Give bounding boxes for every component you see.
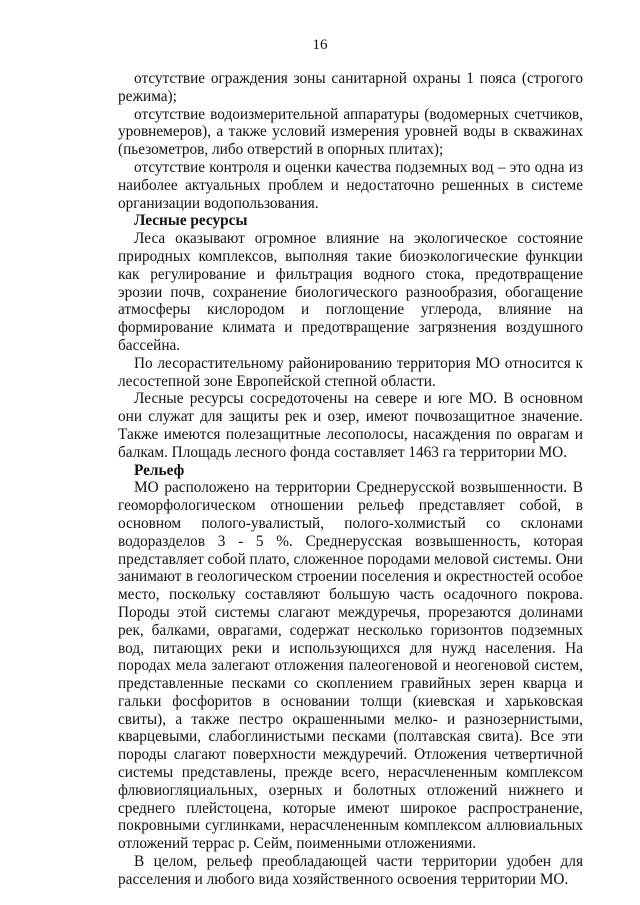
page-number: 16	[312, 37, 328, 53]
document-body	[118, 70, 583, 889]
paragraph-forest-zoning: По лесорастительному районированию территория МО относится к лесостепной зоне Европейской степной области.	[118, 354, 583, 390]
paragraph-quality-control: отсутствие контроля и оценки качества подземных вод – это одна из наиболее актуальных проблем и недостаточно решенных в системе организации водопользования.	[118, 158, 583, 212]
paragraph-relief-description: МО расположено на территории Среднерусской возвышенности. В геоморфологическом отношении рельеф представляет собой, в основном полого-увалистый, полого-холмистый со склонами водоразделов 3 - 5 %. Среднерусская возвышенность, которая представляет собой плато, сложенное породами меловой системы. Они занимают в геологическом строении поселения и окрестностей особое место, поскольку составляют большую часть осадочного покрова. Породы этой системы слагают междуречья, прорезаются долинами рек, балками, оврагами, содержат несколько горизонтов подземных вод, питающих реки и использующихся для нужд населения. На породах мела залегают отложения палеогеновой и неогеновой систем, представленные песками со скоплением гравийных зерен кварца и гальки фосфоритов в основании толщи (киевская и харьковская свиты), а также пестро окрашенными мелко- и разнозернистыми, кварцевыми, слабоглинистыми песками (полтавская свита). Все эти породы слагают поверхности междуречий. Отложения четвертичной системы представлены, прежде всего, нерасчлененным комплексом флювиогляциальных, озерных и болотных отложений нижнего и среднего плейстоцена, которые имеют широкое распространение, покровными суглинками, нерасчлененным комплексом аллювиальных отложений террас р. Сейм, поименными отложениями.	[118, 479, 583, 853]
paragraph-relief-summary: В целом, рельеф преобладающей части территории удобен для расселения и любого вида хозяйственного освоения территории МО.	[118, 853, 583, 888]
paragraph-sanitary-zone: отсутствие ограждения зоны санитарной охраны 1 пояса (строгого режима);	[118, 70, 583, 105]
heading-relief: Рельеф	[134, 461, 185, 479]
paragraph-forest-location: Лесные ресурсы сосредоточены на севере и юге МО. В основном они служат для защиты рек и озер, имеют почвозащитное значение. Также имеются полезащитные лесополосы, насаждения по оврагам и балкам. Площадь лесного фонда составляет 1463 га территории МО.	[118, 390, 583, 461]
paragraph-forest-influence: Леса оказывают огромное влияние на экологическое состояние природных комплексов, выполняя такие биоэкологические функции как регулирование и фильтрация водного стока, предотвращение эрозии почв, сохранение биологического разнообразия, обогащение атмосферы кислородом и поглощение углерода, влияние на формирование климата и предотвращение загрязнения воздушного бассейна.	[118, 230, 583, 354]
heading-forest-resources: Лесные ресурсы	[134, 212, 248, 230]
paragraph-metering-equipment: отсутствие водоизмерительной аппаратуры (водомерных счетчиков, уровнемеров), а также условий измерения уровней воды в скважинах (пьезометров, либо отверстий в опорных плитах);	[118, 105, 583, 159]
